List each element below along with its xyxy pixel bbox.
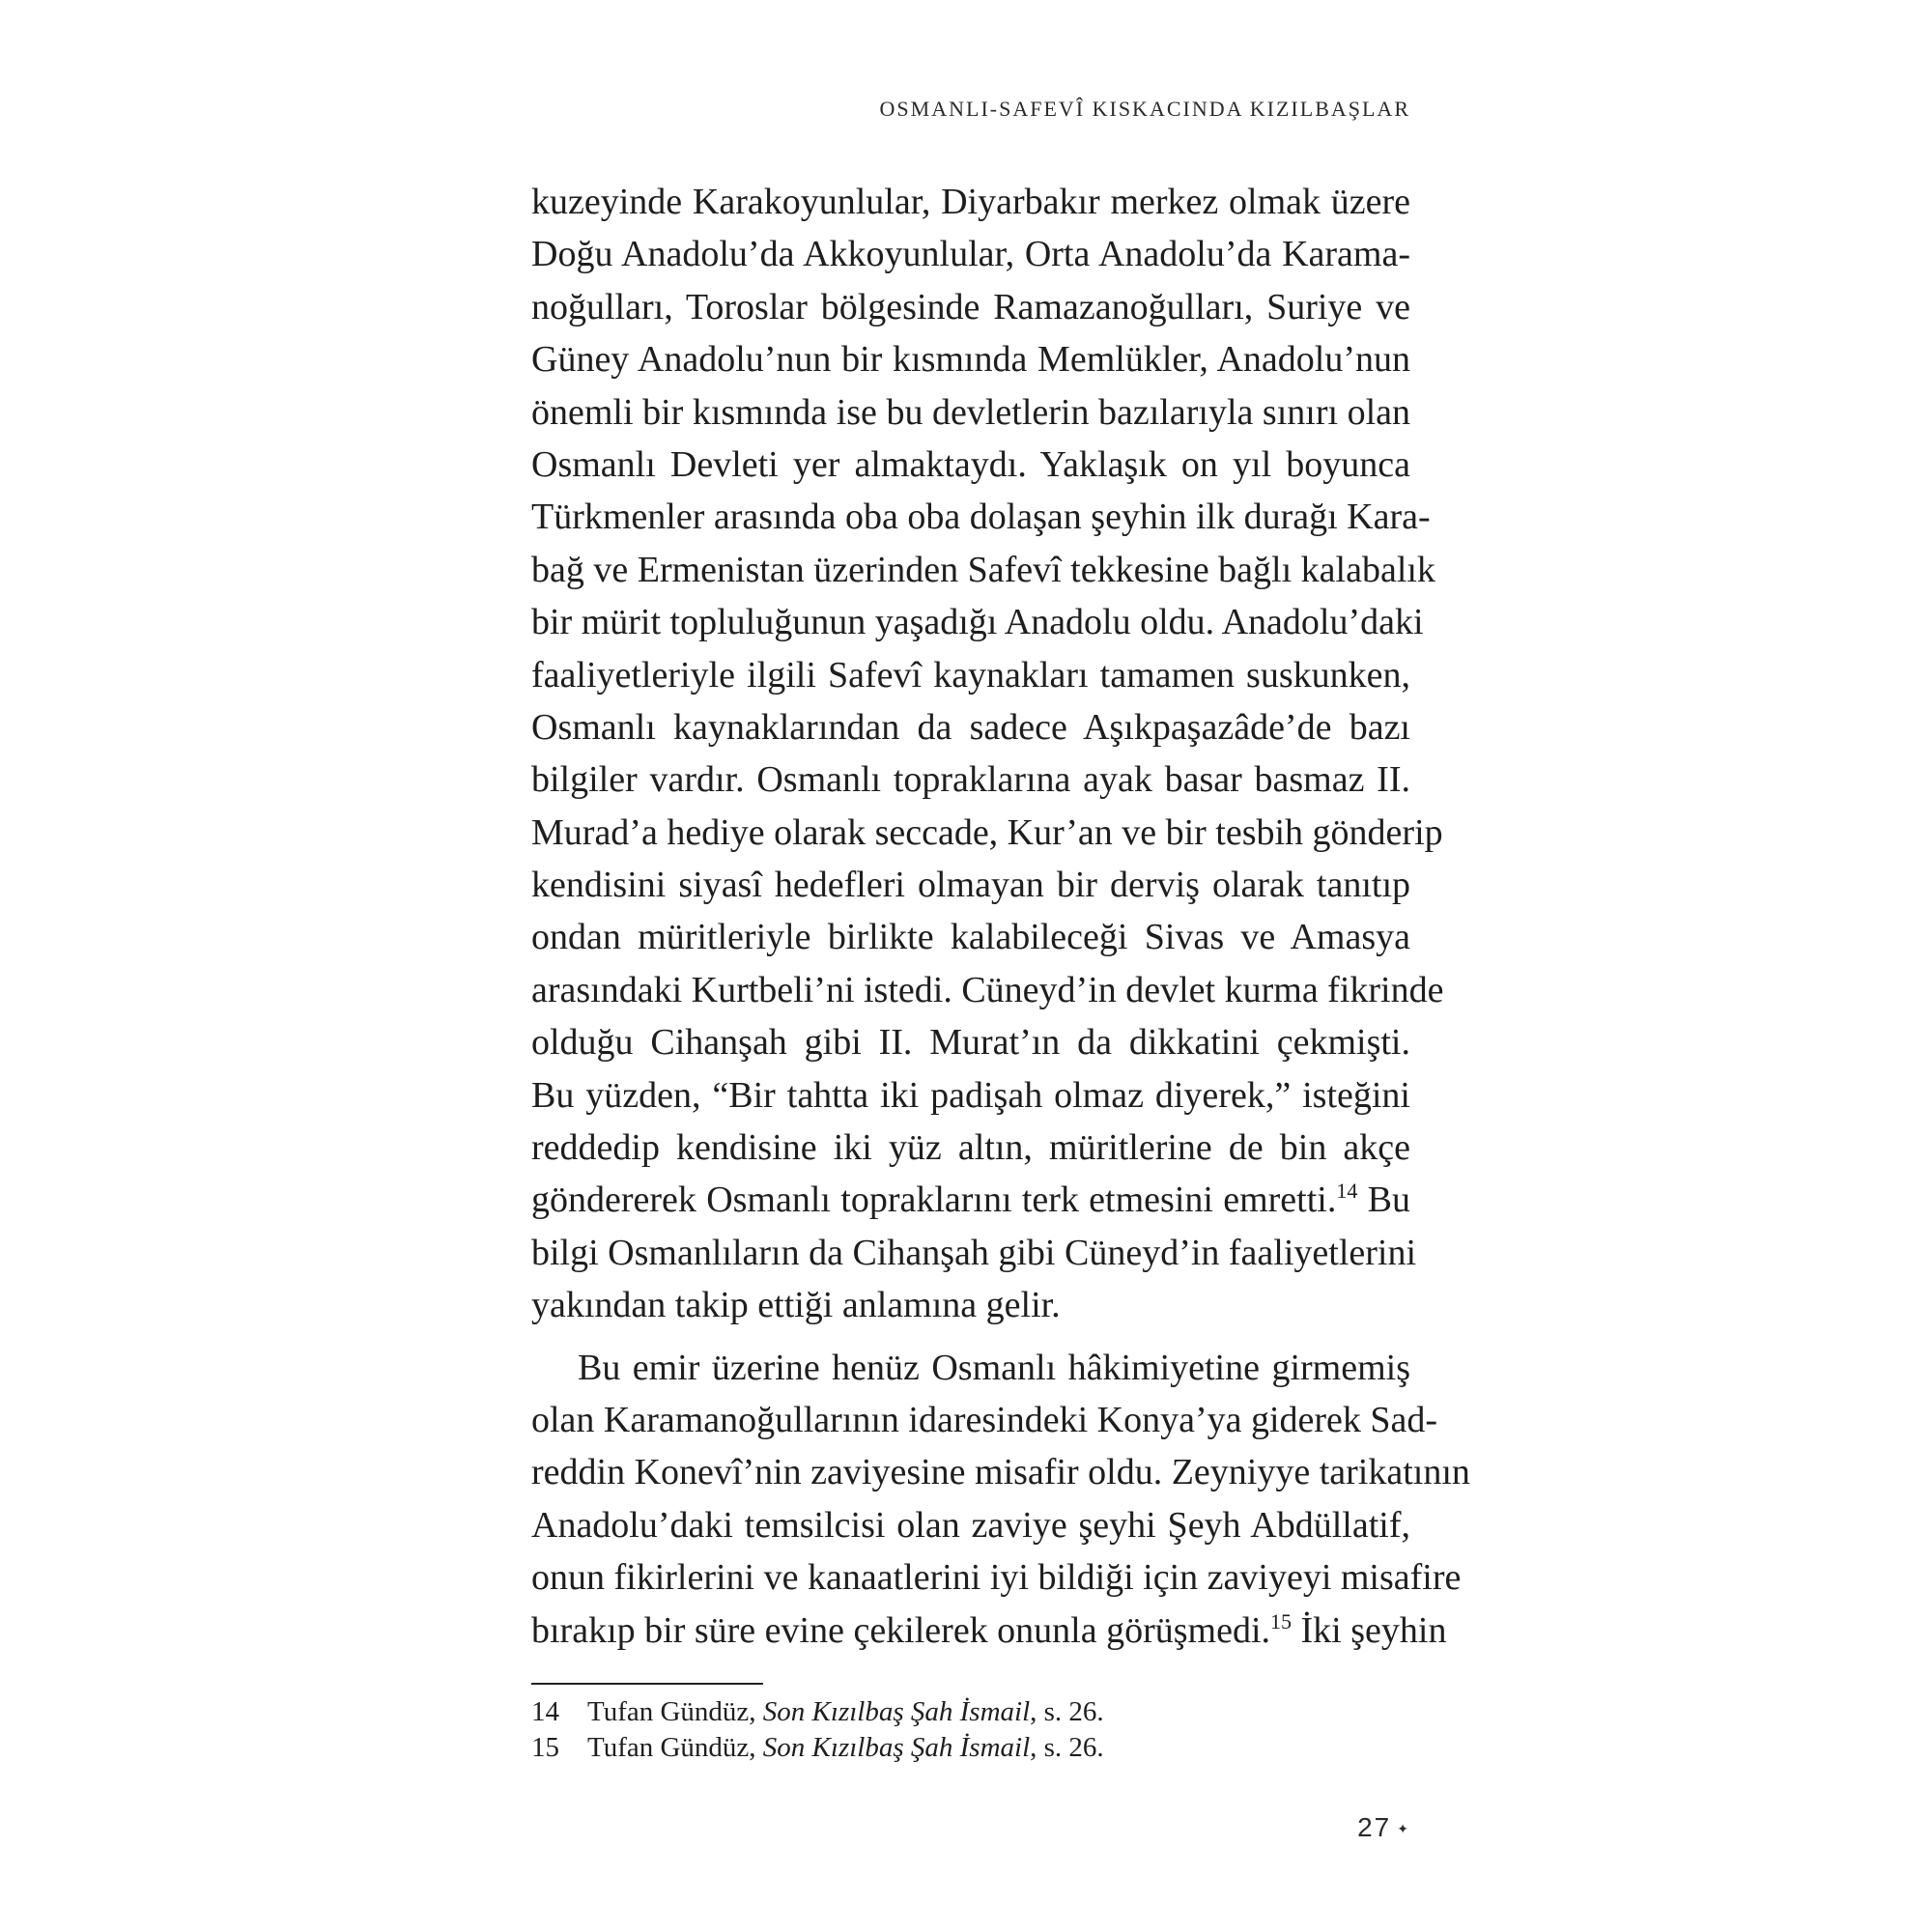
text-line-with-footnote-15 xyxy=(531,1605,1447,1657)
footnotes xyxy=(531,1694,1410,1766)
text-line: onun fikirlerini ve kanaatlerini iyi bildiği için zaviyeyi misafire xyxy=(531,1557,1462,1599)
text-segment: Bu xyxy=(1357,1179,1410,1221)
page-number-text: 27 xyxy=(1357,1812,1392,1842)
footnote-title: Son Kızılbaş Şah İsmail xyxy=(762,1696,1031,1727)
text-line: bağ ve Ermenistan üzerinden Safevî tekkesine bağlı kalabalık xyxy=(531,549,1435,590)
text-line: bir mürit topluluğunun yaşadığı Anadolu oldu. Anadolu’daki xyxy=(531,602,1424,643)
text-line: Bu yüzden, “Bir tahtta iki padişah olmaz diyerek,” isteğini xyxy=(531,1074,1410,1116)
footnote-title: Son Kızılbaş Şah İsmail xyxy=(762,1732,1031,1763)
page-number xyxy=(1333,1812,1410,1843)
footnote-page: , s. 26. xyxy=(1030,1696,1104,1727)
footnote-author: Tufan Gündüz, xyxy=(587,1732,763,1763)
text-line: olan Karamanoğullarının idaresindeki Konya’ya giderek Sad- xyxy=(531,1399,1438,1440)
text-line: ondan müritleriyle birlikte kalabileceği Sivas ve Amasya xyxy=(531,917,1410,958)
text-line-with-footnote-14 xyxy=(531,1174,1410,1226)
text-segment: İki şeyhin xyxy=(1292,1609,1447,1651)
text-line: yakından takip ettiği anlamına gelir. xyxy=(531,1285,1061,1326)
text-line: Doğu Anadolu’da Akkoyunlular, Orta Anadolu’da Karama- xyxy=(531,234,1410,275)
text-line: Bu emir üzerine henüz Osmanlı hâkimiyetine girmemiş xyxy=(578,1347,1410,1388)
text-segment: bırakıp bir süre evine çekilerek onunla görüşmedi. xyxy=(531,1609,1271,1651)
text-line: önemli bir kısmında ise bu devletlerin bazılarıyla sınırı olan xyxy=(531,391,1410,433)
text-line: kendisini siyasî hedefleri olmayan bir derviş olarak tanıtıp xyxy=(531,865,1410,906)
text-line: Anadolu’daki temsilcisi olan zaviye şeyhi Şeyh Abdüllatif, xyxy=(531,1504,1410,1546)
text-line: reddin Konevî’nin zaviyesine misafir oldu. Zeyniyye tarikatının xyxy=(531,1452,1470,1493)
ornament-star-icon: ✦ xyxy=(1397,1821,1410,1837)
footnote-14 xyxy=(531,1694,1410,1730)
footnote-15 xyxy=(531,1730,1410,1766)
running-header: OSMANLI-SAFEVÎ KISKACINDA KIZILBAŞLAR xyxy=(879,97,1410,121)
text-line: faaliyetleriyle ilgili Safevî kaynakları tamamen suskunken, xyxy=(531,654,1410,696)
footnote-number: 15 xyxy=(531,1732,559,1763)
footnote-divider xyxy=(531,1683,763,1685)
text-line: Murad’a hediye olarak seccade, Kur’an ve bir tesbih gönderip xyxy=(531,811,1443,853)
text-line: Türkmenler arasında oba oba dolaşan şeyhin ilk durağı Kara- xyxy=(531,497,1431,538)
text-line: arasındaki Kurtbeli’ni istedi. Cüneyd’in devlet kurma fikrinde xyxy=(531,969,1444,1010)
text-line: Osmanlı Devleti yer almaktaydı. Yaklaşık on yıl boyunca xyxy=(531,443,1410,485)
footnote-ref-14[interactable]: 14 xyxy=(1336,1179,1358,1204)
text-line: noğulları, Toroslar bölgesinde Ramazanoğulları, Suriye ve xyxy=(531,286,1410,327)
text-segment: göndererek Osmanlı topraklarını terk etmesini emretti. xyxy=(531,1179,1337,1221)
text-line: bilgi Osmanlıların da Cihanşah gibi Cüneyd’in faaliyetlerini xyxy=(531,1232,1417,1273)
main-text xyxy=(531,176,1470,1657)
text-line: kuzeyinde Karakoyunlular, Diyarbakır merkez olmak üzere xyxy=(531,182,1410,222)
text-line: reddedip kendisine iki yüz altın, müritlerine de bin akçe xyxy=(531,1127,1410,1169)
text-line: bilgiler vardır. Osmanlı topraklarına ayak basar basmaz II. xyxy=(531,759,1410,801)
footnote-ref-15[interactable]: 15 xyxy=(1270,1608,1293,1634)
text-line: Güney Anadolu’nun bir kısmında Memlükler, Anadolu’nun xyxy=(531,339,1410,381)
text-line: Osmanlı kaynaklarından da sadece Aşıkpaşazâde’de bazı xyxy=(531,706,1410,748)
footnote-page: , s. 26. xyxy=(1030,1732,1104,1763)
footnote-author: Tufan Gündüz, xyxy=(587,1696,763,1727)
footnote-number: 14 xyxy=(531,1696,559,1727)
text-line: olduğu Cihanşah gibi II. Murat’ın da dikkatini çekmişti. xyxy=(531,1022,1410,1064)
